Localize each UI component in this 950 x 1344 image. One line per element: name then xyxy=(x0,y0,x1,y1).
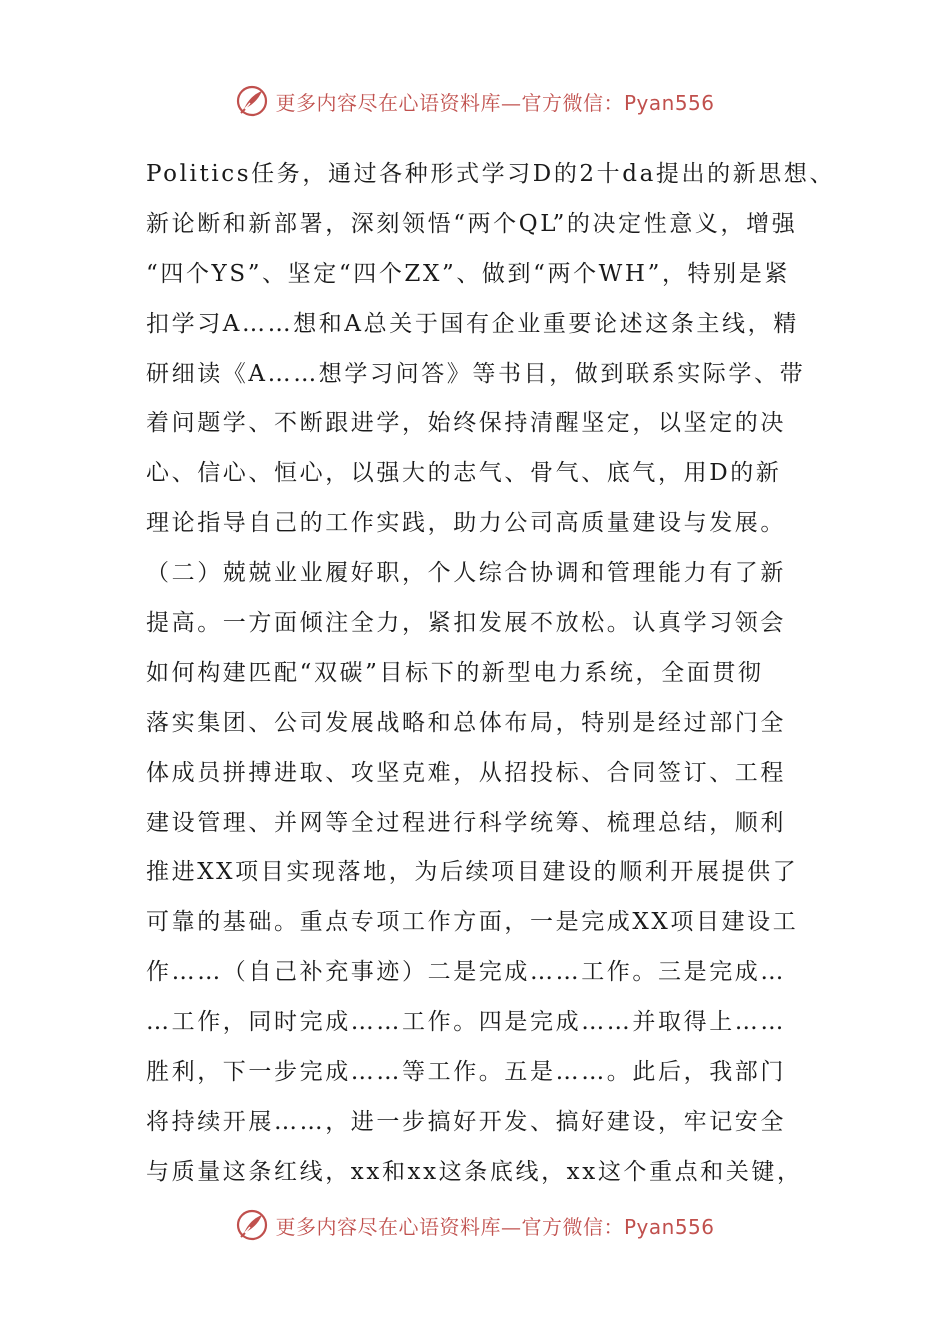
text-line: 可靠的基础。重点专项工作方面，一是完成XX项目建设工 xyxy=(146,909,799,936)
text-line: 着问题学、不断跟进学，始终保持清醒坚定，以坚定的决 xyxy=(146,410,786,437)
text-line: 建设管理、并网等全过程进行科学统筹、梳理总结，顺利 xyxy=(146,809,786,836)
text-line: 落实集团、公司发展战略和总体布局，特别是经过部门全 xyxy=(146,709,786,736)
text-line: （二）兢兢业业履好职，个人综合协调和管理能力有了新 xyxy=(146,560,786,587)
text-line: “四个YS”、坚定“四个ZX”、做到“两个WH”，特别是紧 xyxy=(146,260,790,287)
text-line: 提高。一方面倾注全力，紧扣发展不放松。认真学习领会 xyxy=(146,610,786,637)
text-line: 与质量这条红线，xx和xx这条底线，xx这个重点和关键， xyxy=(146,1158,803,1185)
watermark-text: 更多内容尽在心语资料库—官方微信：Pyan556 xyxy=(275,90,715,115)
header-watermark xyxy=(0,84,950,118)
watermark-text: 更多内容尽在心语资料库—官方微信：Pyan556 xyxy=(275,1214,715,1239)
text-line: 新论断和新部署，深刻领悟“两个QL”的决定性意义，增强 xyxy=(146,210,798,237)
text-line: Politics任务，通过各种形式学习D的2十da提出的新思想、 xyxy=(146,161,836,187)
text-line: 胜利，下一步完成……等工作。五是……。此后，我部门 xyxy=(146,1059,786,1086)
document-body xyxy=(146,150,836,1198)
text-line: 研细读《A……想学习问答》等书目，做到联系实际学、带 xyxy=(146,360,806,387)
feather-pen-logo-icon xyxy=(235,84,269,118)
text-line: 如何构建匹配“双碳”目标下的新型电力系统，全面贯彻 xyxy=(146,659,764,686)
text-line: 心、信心、恒心，以强大的志气、骨气、底气，用D的新 xyxy=(146,460,782,487)
text-line: 理论指导自己的工作实践，助力公司高质量建设与发展。 xyxy=(146,510,786,537)
text-line: 体成员拼搏进取、攻坚克难，从招投标、合同签订、工程 xyxy=(146,759,786,786)
text-line: 推进XX项目实现落地，为后续项目建设的顺利开展提供了 xyxy=(146,859,799,886)
text-line: …工作，同时完成……工作。四是完成……并取得上…… xyxy=(146,1009,786,1036)
text-line: 将持续开展……，进一步搞好开发、搞好建设，牢记安全 xyxy=(146,1108,786,1135)
feather-pen-logo-icon xyxy=(235,1208,269,1242)
footer-watermark xyxy=(0,1208,950,1242)
text-line: 作……（自己补充事迹）二是完成……工作。三是完成… xyxy=(146,959,786,986)
text-line: 扣学习A……想和A总关于国有企业重要论述这条主线，精 xyxy=(146,310,799,337)
